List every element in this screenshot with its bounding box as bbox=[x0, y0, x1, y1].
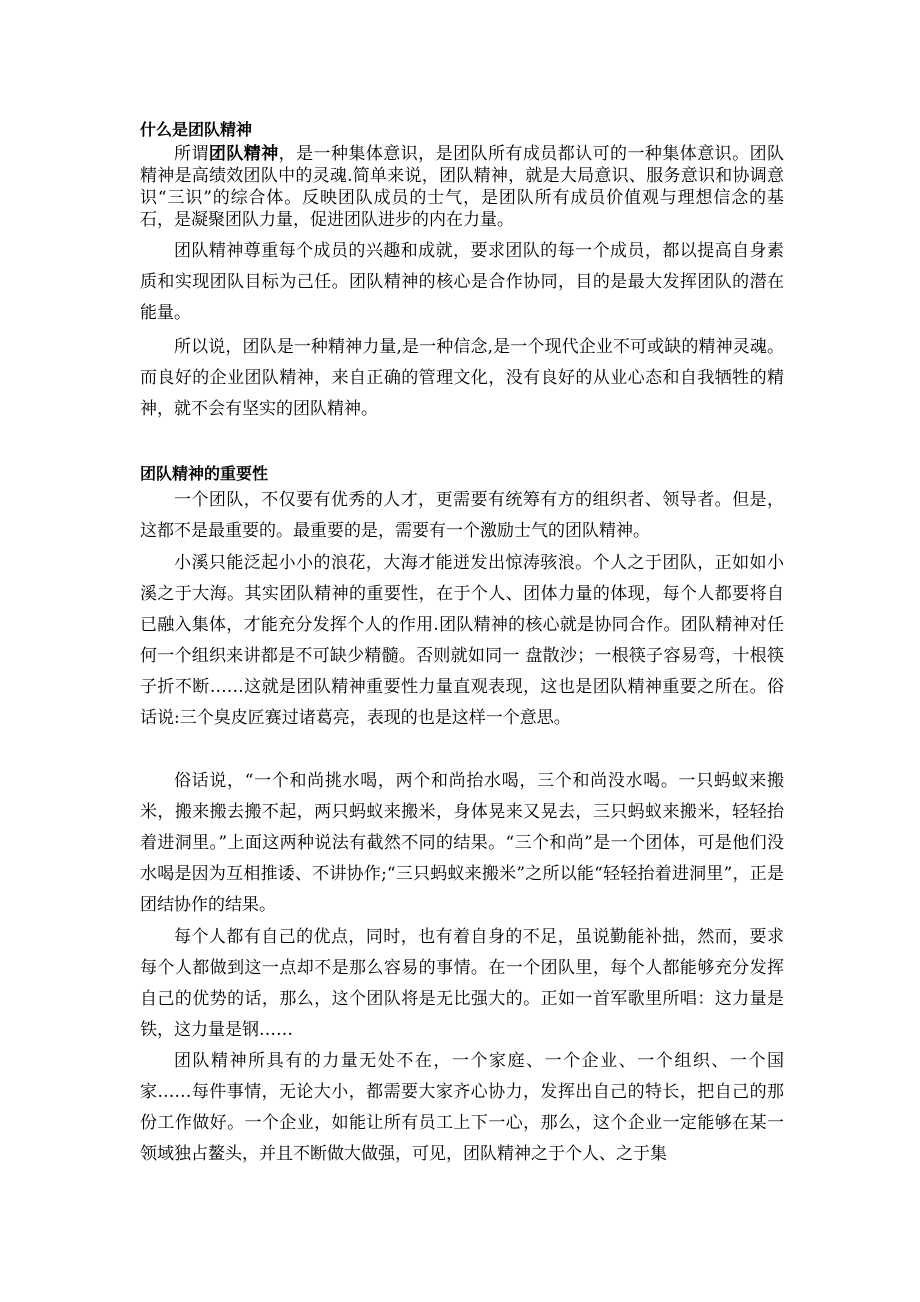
paragraph-prefix: 所谓 bbox=[174, 144, 209, 164]
paragraph: 团队精神尊重每个成员的兴趣和成就，要求团队的每一个成员，都以提高自身素质和实现团队目标为己任。团队精神的核心是合作协同，目的是最大发挥团队的潜在能量。 bbox=[140, 241, 784, 323]
paragraph: 俗话说，“一个和尚挑水喝，两个和尚抬水喝，三个和尚没水喝。一只蚂蚁来搬米，搬来搬去搬不起，两只蚂蚁来搬米，身体晃来又晃去，三只蚂蚁来搬米，轻轻抬着进洞里。”上面这两种说法有截然不同的结果。“三个和尚”是一个团体，可是他们没水喝是因为互相推诿、不讲协作;“三只蚂蚁来搬米”之所以能“轻轻抬着进洞里”，正是团结协作的结果。 bbox=[140, 771, 784, 915]
paragraph: 一个团队，不仅要有优秀的人才，更需要有统筹有方的组织者、领导者。但是，这都不是最重要的。最重要的是，需要有一个激励士气的团队精神。 bbox=[140, 490, 784, 541]
bold-term: 团队精神 bbox=[208, 144, 279, 164]
paragraph: 每个人都有自己的优点，同时，也有着自身的不足，虽说勤能补拙，然而，要求每个人都做到这一点却不是那么容易的事情。在一个团队里，每个人都能够充分发挥自己的优势的话，那么，这个团队将是无比强大的。正如一首军歌里所唱：这力量是铁，这力量是钢…… bbox=[140, 927, 784, 1040]
section-heading-importance: 团队精神的重要性 bbox=[140, 464, 269, 483]
paragraph bbox=[140, 143, 784, 231]
section-heading-what-is-team-spirit: 什么是团队精神 bbox=[140, 120, 253, 139]
paragraph: 团队精神所具有的力量无处不在，一个家庭、一个企业、一个组织、一个国家……每件事情，无论大小，都需要大家齐心协力，发挥出自己的特长，把自己的那份工作做好。一个企业，如能让所有员工上下一心，那么，这个企业一定能够在某一领域独占鳌头，并且不断做大做强，可见，团队精神之于个人、之于集 bbox=[140, 1051, 784, 1164]
paragraph: 所以说，团队是一种精神力量,是一种信念,是一个现代企业不可或缺的精神灵魂。而良好的企业团队精神，来自正确的管理文化，没有良好的从业心态和自我牺牲的精神，就不会有坚实的团队精神。 bbox=[140, 337, 784, 419]
paragraph-text: ，是一种集体意识，是团队所有成员都认可的一种集体意识。团队精神是高绩效团队中的灵魂.简单来说，团队精神，就是大局意识、服务意识和协调意识“三识”的综合体。反映团队成员的士气，是团队所有成员价值观与理想信念的基石，是凝聚团队力量，促进团队进步的内在力量。 bbox=[140, 144, 785, 230]
paragraph: 小溪只能泛起小小的浪花，大海才能迸发出惊涛骇浪。个人之于团队，正如如小溪之于大海。其实团队精神的重要性，在于个人、团体力量的体现，每个人都要将自已融入集体，才能充分发挥个人的作用.团队精神的核心就是协同合作。团队精神对任何一个组织来讲都是不可缺少精髓。否则就如同一 盘散沙；一根筷子容易弯，十根筷子折不断……这就是团队精神重要性力量直观表现，这也是团队精神重要之所在。俗话说:三个臭皮匠赛过诸葛亮，表现的也是这样一个意思。 bbox=[140, 553, 784, 728]
